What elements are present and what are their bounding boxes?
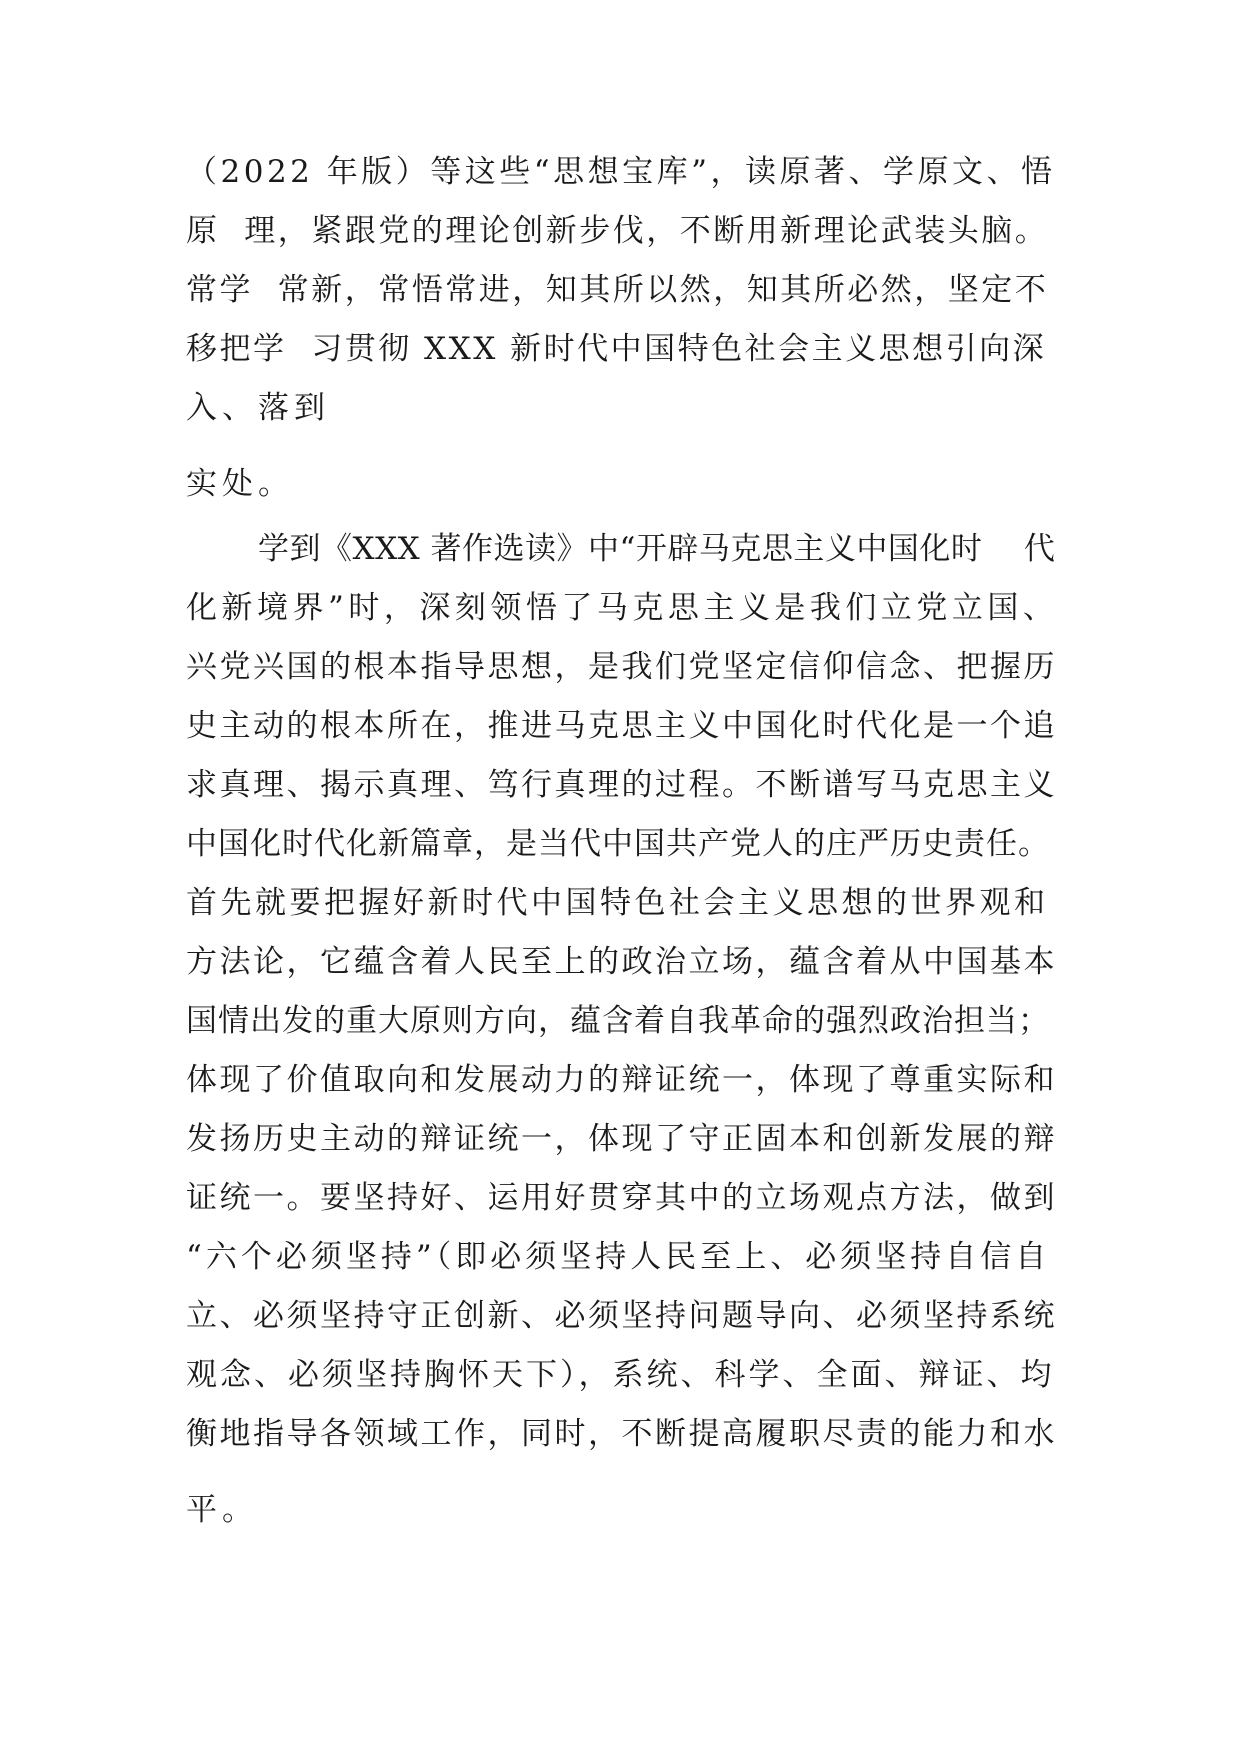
text-line-14: 方法论，它蕴含着人民至上的政治立场，蕴含着从中国基本	[186, 944, 1057, 980]
text-line-5: 入、落到	[186, 390, 330, 426]
text-line-13: 首先就要把握好新时代中国特色社会主义思想的世界观和	[186, 885, 1049, 921]
text-line-20: 立、必须坚持守正创新、必须坚持问题导向、必须坚持系统	[186, 1298, 1057, 1334]
text-line-16: 体现了价值取向和发展动力的辩证统一，体现了尊重实际和	[186, 1062, 1057, 1098]
text-line-18: 证统一。要坚持好、运用好贯穿其中的立场观点方法，做到	[186, 1180, 1057, 1216]
text-line-7: 学到《XXX 著作选读》中“开辟马克思主义中国化时 代	[258, 531, 1056, 567]
text-line-22: 衡地指导各领域工作，同时，不断提高履职尽责的能力和水	[186, 1416, 1057, 1452]
text-line-19: “六个必须坚持”（即必须坚持人民至上、必须坚持自信自	[186, 1239, 1051, 1275]
text-line-10: 史主动的根本所在，推进马克思主义中国化时代化是一个追	[186, 708, 1057, 744]
text-line-23: 平。	[186, 1492, 258, 1528]
text-line-8: 化新境界”时，深刻领悟了马克思主义是我们立党立国、	[186, 590, 1059, 626]
text-line-12: 中国化时代化新篇章，是当代中国共产党人的庄严历史责任。	[186, 826, 1050, 862]
text-line-17: 发扬历史主动的辩证统一，体现了守正固本和创新发展的辩	[186, 1121, 1057, 1157]
text-line-6: 实处。	[186, 466, 294, 502]
text-line-15: 国情出发的重大原则方向，蕴含着自我革命的强烈政治担当；	[186, 1003, 1050, 1039]
text-line-3: 常学 常新，常悟常进，知其所以然，知其所必然，坚定不	[186, 272, 1049, 308]
text-line-21: 观念、必须坚持胸怀天下），系统、科学、全面、辩证、均	[186, 1357, 1055, 1393]
text-line-4: 移把学 习贯彻 XXX 新时代中国特色社会主义思想引向深	[186, 331, 1047, 367]
text-line-11: 求真理、揭示真理、笃行真理的过程。不断谱写马克思主义	[186, 767, 1057, 803]
text-line-9: 兴党兴国的根本指导思想，是我们党坚定信仰信念、把握历	[186, 649, 1057, 685]
text-line-1: （2022 年版）等这些“思想宝库”，读原著、学原文、悟	[186, 154, 1056, 190]
text-line-2: 原 理，紧跟党的理论创新步伐，不断用新理论武装头脑。	[186, 213, 1049, 249]
